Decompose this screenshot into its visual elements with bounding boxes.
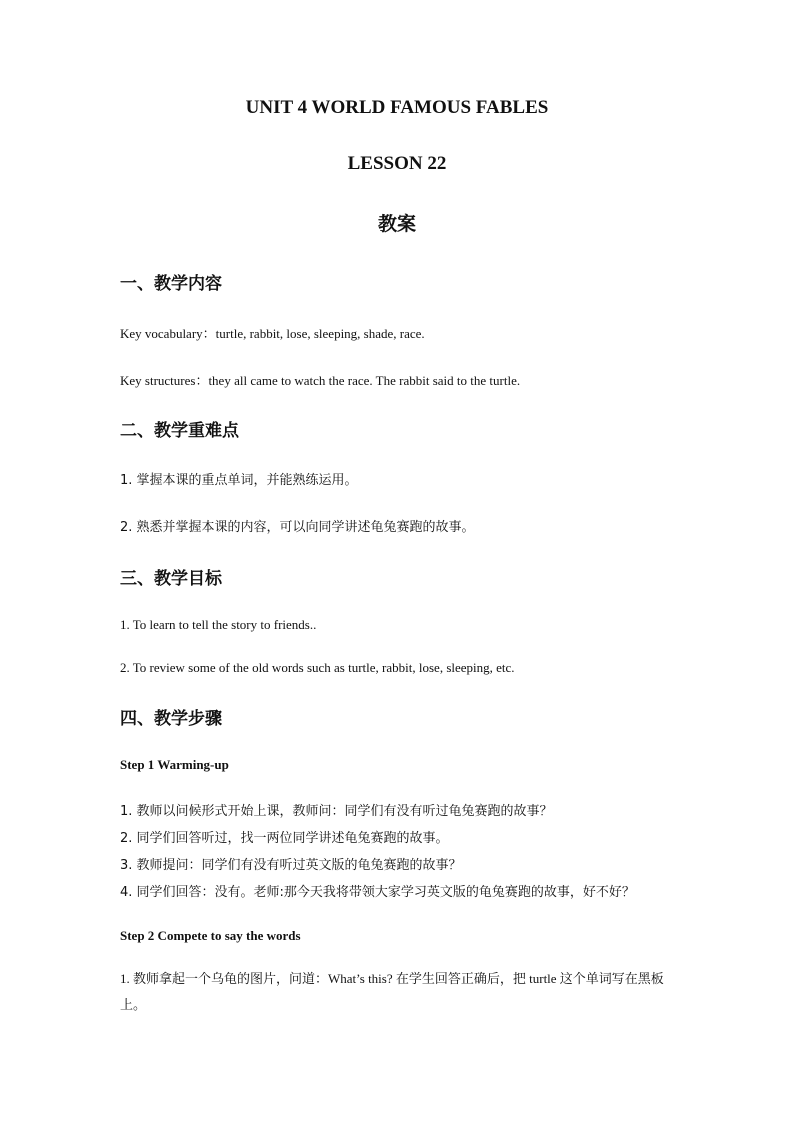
step-1-title: Step 1 Warming-up — [120, 757, 229, 772]
key-structures: Key structures：they all came to watch the race. The rabbit said to the turtle. — [120, 373, 521, 388]
key-vocabulary: Key vocabulary：turtle, rabbit, lose, sleeping, shade, race. — [120, 326, 425, 341]
list-item: 2. 熟悉并掌握本课的内容，可以向同学讲述龟兔赛跑的故事。 — [120, 520, 475, 535]
section-heading-key-points: 二、教学重难点 — [120, 421, 239, 441]
list-item: 1. To learn to tell the story to friends.. — [120, 617, 317, 632]
list-item: 2. 同学们回答听过，找一两位同学讲述龟兔赛跑的故事。 — [120, 831, 449, 846]
list-item: 1. 掌握本课的重点单词，并能熟练运用。 — [120, 473, 358, 488]
list-item: 1. 教师以问候形式开始上课，教师问：同学们有没有听过龟兔赛跑的故事？ — [120, 804, 553, 819]
section-heading-objectives: 三、教学目标 — [120, 569, 222, 589]
list-item: 2. To review some of the old words such as turtle, rabbit, lose, sleeping, etc. — [120, 660, 515, 675]
section-heading-steps: 四、教学步骤 — [120, 709, 222, 729]
unit-title: UNIT 4 WORLD FAMOUS FABLES — [245, 97, 549, 118]
doc-type-title: 教案 — [377, 213, 416, 235]
lesson-title: LESSON 22 — [347, 153, 447, 174]
list-item: 3. 教师提问：同学们有没有听过英文版的龟兔赛跑的故事？ — [120, 858, 462, 873]
section-heading-content: 一、教学内容 — [120, 274, 222, 294]
list-item: 4. 同学们回答：没有。老师:那今天我将带领大家学习英文版的龟兔赛跑的故事，好不好？ — [120, 885, 635, 900]
list-item: 1. 教师拿起一个乌龟的图片，问道：What’s this? 在学生回答正确后，把 turtle 这个单词写在黑板上。 — [120, 971, 664, 1012]
step-2-title: Step 2 Compete to say the words — [120, 928, 301, 943]
